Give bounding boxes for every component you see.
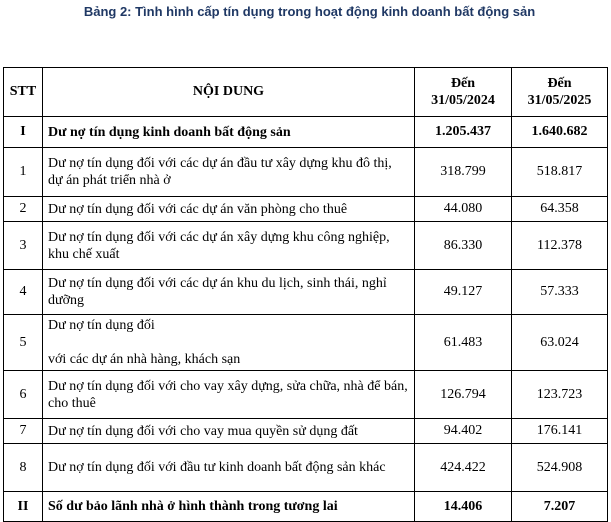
row-value-2024: 318.799 [415, 148, 512, 197]
header-2024: Đến 31/05/2024 [415, 68, 512, 117]
row-value-2025: 518.817 [512, 148, 608, 197]
table-row [4, 222, 608, 270]
table-row [4, 197, 608, 222]
row-stt: I [4, 117, 43, 148]
header-2025: Đến 31/05/2025 [512, 68, 608, 117]
row-content: Dư nợ tín dụng đối với các dự án nhà hàng, khách sạn [43, 315, 415, 371]
row-value-2024: 86.330 [415, 222, 512, 270]
row-stt: 5 [4, 315, 43, 371]
row-value-2025: 112.378 [512, 222, 608, 270]
table-row [4, 315, 608, 371]
row-content: Dư nợ tín dụng đối với các dự án xây dựng khu công nghiệp, khu chế xuất [43, 222, 415, 270]
row-value-2024: 14.406 [415, 492, 512, 522]
row-content: Dư nợ tín dụng đối với các dự án khu du lịch, sinh thái, nghỉ dưỡng [43, 270, 415, 315]
row-stt: 1 [4, 148, 43, 197]
row-value-2025: 123.723 [512, 371, 608, 419]
row-stt: 4 [4, 270, 43, 315]
row-value-2025: 7.207 [512, 492, 608, 522]
row-value-2025: 176.141 [512, 419, 608, 444]
row-stt: 6 [4, 371, 43, 419]
table-caption: Bảng 2: Tình hình cấp tín dụng trong hoạt động kinh doanh bất động sản [83, 4, 536, 19]
table-row [4, 148, 608, 197]
table-header-row [4, 68, 608, 117]
row-stt: 3 [4, 222, 43, 270]
row-value-2025: 64.358 [512, 197, 608, 222]
table-row [4, 492, 608, 522]
row-content: Dư nợ tín dụng đối với các dự án đầu tư xây dựng khu đô thị, dự án phát triển nhà ở [43, 148, 415, 197]
table-row [4, 419, 608, 444]
row-content: Số dư bảo lãnh nhà ở hình thành trong tương lai [43, 492, 415, 522]
row-stt: 2 [4, 197, 43, 222]
row-content: Dư nợ tín dụng đối với cho vay xây dựng, sửa chữa, nhà để bán, cho thuê [43, 371, 415, 419]
row-value-2025: 63.024 [512, 315, 608, 371]
row-value-2024: 44.080 [415, 197, 512, 222]
header-stt: STT [4, 68, 43, 117]
row-value-2024: 61.483 [415, 315, 512, 371]
table-row [4, 117, 608, 148]
table-row [4, 371, 608, 419]
row-stt: 8 [4, 444, 43, 492]
row-content: Dư nợ tín dụng đối với cho vay mua quyền sử dụng đất [43, 419, 415, 444]
table-row [4, 270, 608, 315]
row-stt: 7 [4, 419, 43, 444]
header-content: NỘI DUNG [43, 68, 415, 117]
row-value-2025: 1.640.682 [512, 117, 608, 148]
row-value-2024: 126.794 [415, 371, 512, 419]
row-content: Dư nợ tín dụng đối với các dự án văn phòng cho thuê [43, 197, 415, 222]
row-stt: II [4, 492, 43, 522]
row-content: Dư nợ tín dụng đối với đầu tư kinh doanh bất động sản khác [43, 444, 415, 492]
credit-table [3, 67, 608, 522]
table-row [4, 444, 608, 492]
row-value-2024: 1.205.437 [415, 117, 512, 148]
row-content: Dư nợ tín dụng kinh doanh bất động sản [43, 117, 415, 148]
row-value-2024: 94.402 [415, 419, 512, 444]
row-value-2024: 424.422 [415, 444, 512, 492]
row-value-2025: 57.333 [512, 270, 608, 315]
row-value-2025: 524.908 [512, 444, 608, 492]
row-value-2024: 49.127 [415, 270, 512, 315]
